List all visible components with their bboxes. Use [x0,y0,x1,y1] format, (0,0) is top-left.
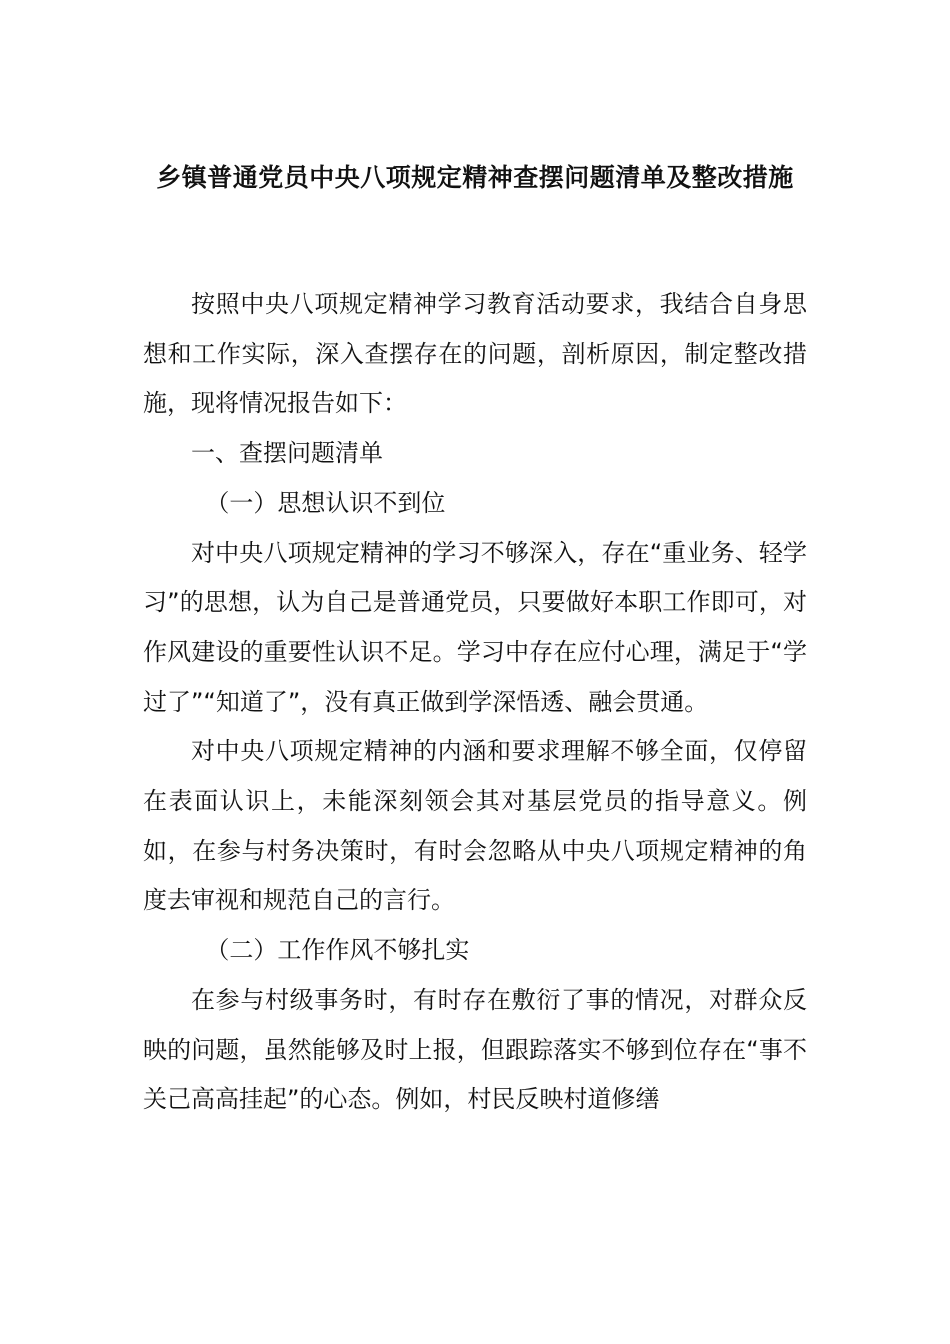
subsection-heading-work-style: （二）工作作风不够扎实 [205,936,470,965]
paragraph-work-style-1: 在参与村级事务时，有时存在敷衍了事的情况，对群众反映的问题，虽然能够及时上报，但跟踪落实不够到位存在“事不关己高高挂起”的心态。例如，村民反映村道修缮 [143,985,807,1114]
section-heading-problem-list: 一、查摆问题清单 [191,439,383,468]
paragraph-thinking-1: 对中央八项规定精神的学习不够深入，存在“重业务、轻学习”的思想，认为自己是普通党员，只要做好本职工作即可，对作风建设的重要性认识不足。学习中存在应付心理，满足于“学过了”“知道了”，没有真正做到学深悟透、融会贯通。 [143,538,807,716]
document-body [143,280,807,1125]
document-title: 乡镇普通党员中央八项规定精神查摆问题清单及整改措施 [156,163,794,192]
intro-paragraph: 按照中央八项规定精神学习教育活动要求，我结合自身思想和工作实际，深入查摆存在的问题，剖析原因，制定整改措施，现将情况报告如下： [143,290,807,418]
paragraph-thinking-2: 对中央八项规定精神的内涵和要求理解不够全面，仅停留在表面认识上，未能深刻领会其对基层党员的指导意义。例如，在参与村务决策时，有时会忽略从中央八项规定精神的角度去审视和规范自己的言行。 [143,737,807,915]
subsection-heading-thinking: （一）思想认识不到位 [205,488,446,517]
